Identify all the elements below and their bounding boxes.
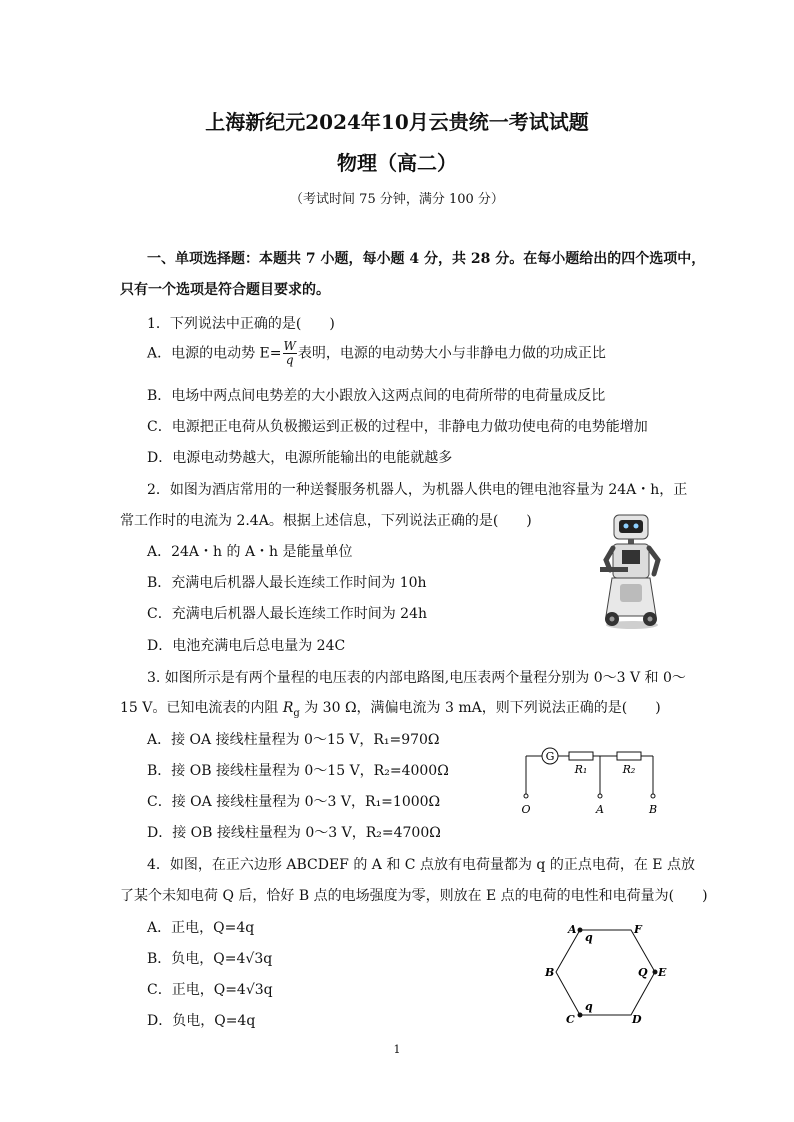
- q4-option-d: D．负电，Q=4q: [147, 1013, 256, 1029]
- q3-stem-line2: [120, 697, 661, 719]
- q3-option-c: C．接 OA 接线柱量程为 0～3 V，R₁=1000Ω: [147, 794, 441, 810]
- q3-option-b: B．接 OB 接线柱量程为 0～15 V，R₂=4000Ω: [147, 763, 449, 779]
- q4-stem-line1: 4．如图，在正六边形 ABCDEF 的 A 和 C 点放有电荷量都为 q 的正点电荷，在 E 点放: [147, 857, 695, 873]
- q3-rg-symbol: R: [282, 700, 294, 716]
- q3-stem-line2-a: 15 V。已知电流表的内阻: [120, 700, 283, 716]
- q2-option-b: B．充满电后机器人最长连续工作时间为 10h: [147, 575, 427, 591]
- section-heading-line1: 一、单项选择题：本题共 7 小题，每小题 4 分，共 28 分。在每小题给出的四个选项中，: [147, 251, 706, 267]
- r1-label: R₁: [574, 763, 588, 776]
- voltmeter-circuit-diagram: [515, 744, 665, 820]
- vertex-e-label: E: [658, 966, 667, 979]
- q4-option-b: B．负电，Q=4√3q: [147, 951, 273, 967]
- vertex-d-label: D: [632, 1013, 642, 1026]
- terminal-o-label: O: [521, 803, 531, 816]
- q4-option-c: C．正电，Q=4√3q: [147, 982, 273, 998]
- q2-option-c: C．充满电后机器人最长连续工作时间为 24h: [147, 606, 427, 622]
- charge-c-label: q: [585, 1000, 593, 1013]
- q1-option-d: D．电源电动势越大，电源所能输出的电能就越多: [147, 450, 453, 466]
- vertex-a-label: A: [568, 923, 577, 936]
- robot-illustration: [598, 512, 666, 630]
- charge-e-label: Q: [638, 966, 648, 979]
- q1-formula-fraction: [283, 340, 297, 367]
- q2-stem-line2: 常工作时的电流为 2.4A。根据上述信息，下列说法正确的是( ): [120, 513, 532, 529]
- section-heading-line2: 只有一个选项是符合题目要求的。: [120, 282, 330, 298]
- galvanometer-label: G: [545, 750, 555, 763]
- q4-option-a: A．正电，Q=4q: [147, 920, 255, 936]
- r2-label: R₂: [622, 763, 636, 776]
- q2-option-a: A．24A・h 的 A・h 是能量单位: [147, 544, 353, 560]
- q1-option-a-suffix: 表明，电源的电动势大小与非静电力做的功成正比: [297, 345, 606, 362]
- q4-stem-line2: 了某个未知电荷 Q 后，恰好 B 点的电场强度为零，则放在 E 点的电荷的电性和电荷量为( ): [120, 888, 708, 904]
- q1-frac-den: q: [285, 353, 294, 367]
- q1-option-c: C．电源把正电荷从负极搬运到正极的过程中，非静电力做功使电荷的电势能增加: [147, 419, 648, 435]
- q3-rg-subscript: g: [293, 707, 300, 719]
- exam-title: 上海新纪元2024年10月云贵统一考试试题: [205, 110, 589, 134]
- charge-a-label: q: [585, 931, 593, 944]
- q1-option-a: [147, 340, 606, 367]
- subject-title: 物理（高二）: [337, 151, 457, 175]
- q1-option-b: B．电场中两点间电势差的大小跟放入这两点间的电荷所带的电荷量成反比: [147, 388, 606, 404]
- q2-option-d: D．电池充满电后总电量为 24C: [147, 638, 346, 654]
- terminal-b-label: B: [648, 803, 658, 816]
- vertex-c-label: C: [566, 1013, 575, 1026]
- terminal-a-label: A: [596, 803, 604, 816]
- q3-stem-line1: 3. 如图所示是有两个量程的电压表的内部电路图,电压表两个量程分别为 0～3 V 和 0～: [147, 670, 686, 686]
- q3-option-a: A．接 OA 接线柱量程为 0～15 V，R₁=970Ω: [147, 732, 440, 748]
- q3-stem-line2-b: 为 30 Ω，满偏电流为 3 mA，则下列说法正确的是( ): [299, 700, 661, 716]
- q1-option-a-prefix: A．电源的电动势 E=: [147, 345, 282, 362]
- q1-frac-num: W: [283, 339, 296, 353]
- vertex-b-label: B: [545, 966, 555, 979]
- exam-info: （考试时间 75 分钟，满分 100 分）: [290, 192, 504, 207]
- q3-option-d: D．接 OB 接线柱量程为 0～3 V，R₂=4700Ω: [147, 825, 441, 841]
- q2-stem-line1: 2．如图为酒店常用的一种送餐服务机器人，为机器人供电的锂电池容量为 24A・h，正: [147, 482, 688, 498]
- hexagon-diagram: [535, 918, 675, 1030]
- vertex-f-label: F: [634, 923, 642, 936]
- page-number: 1: [393, 1043, 401, 1056]
- q1-stem: 1．下列说法中正确的是( ): [147, 316, 335, 332]
